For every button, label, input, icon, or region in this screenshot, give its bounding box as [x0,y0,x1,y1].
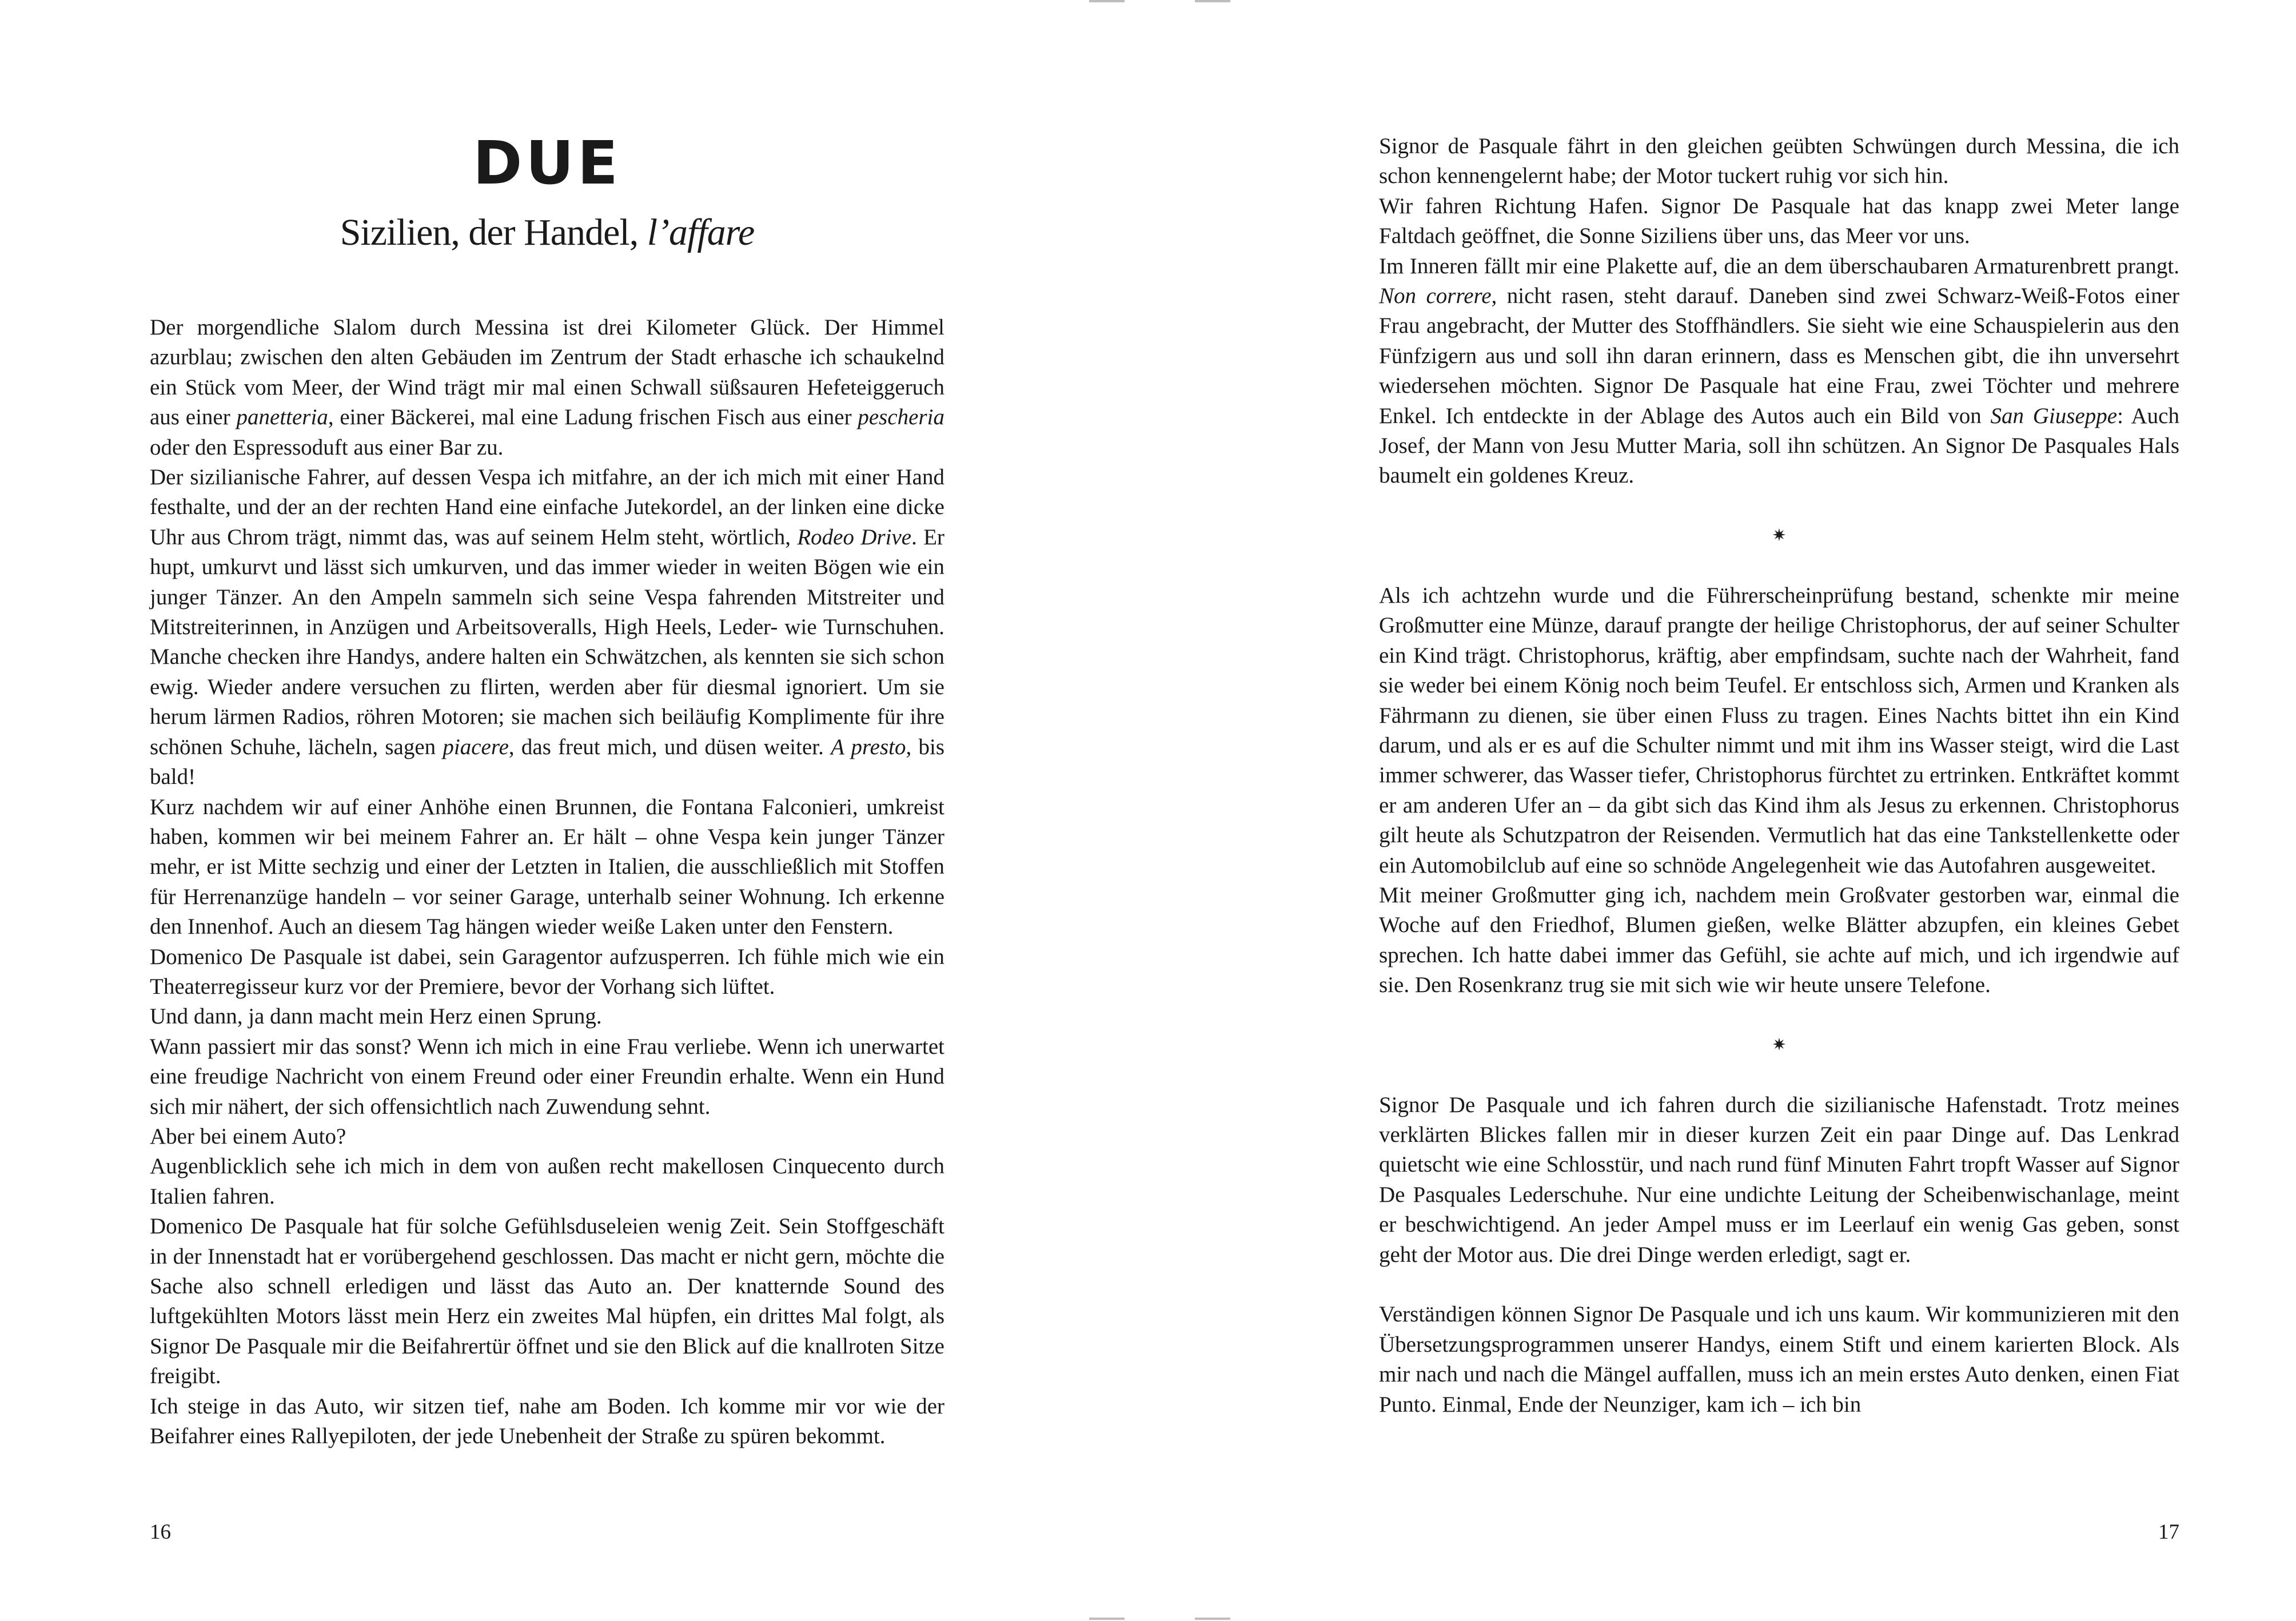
right-body-text [1379,132,2179,1420]
italic-run: Rodeo Drive [797,524,912,549]
text-run: nicht rasen, steht darauf. Daneben sind zwei Schwarz-Weiß-Fotos einer Frau angebracht, der Mutter des Stoffhändlers. Sie sieht wie eine Schauspielerin aus den Fünfzigern aus und soll ihn daran erinnern, dass es Menschen gibt, die ihn unversehrt wiedersehen möchten. Signor De Pasquale hat eine Frau, zwei Töchter und mehrere Enkel. Ich entdeckte in der Ablage des Autos auch ein Bild von [1379,284,2179,428]
text-run: , einer Bäckerei, mal eine Ladung frischen Fisch aus einer [328,405,858,430]
chapter-subtitle-italic: l’affare [647,212,755,253]
paragraph: Ich steige in das Auto, wir sitzen tief, nahe am Boden. Ich komme mir vor wie der Beifahrer eines Rallyepiloten, der jede Unebenheit der Straße zu spüren bekommt. [150,1393,944,1449]
section-separator [1379,1001,2179,1090]
crop-mark [1195,1618,1230,1620]
text-run: oder den Espressoduft aus einer Bar zu. [150,435,504,460]
italic-run: San Giuseppe [1990,403,2118,428]
text-run: . Er hupt, umkurvt und lässt sich umkurven, und das immer wieder in weiten Bögen wie ein junger Tänzer. An den Ampeln sammeln sich seine Vespa fahrenden Mitstreiter und Mitstreiterinnen, in Anzügen und Arbeitsoveralls, High Heels, Leder- wie Turnschuhen. Manche checken ihre Handys, andere halten ein Schwätzchen, als kennten sie sich schon ewig. Wieder andere versuchen zu flirten, werden aber für diesmal ignoriert. Um sie herum lärmen Radios, röhren Motoren; sie machen sich beiläufig Komplimente für ihre schönen Schuhe, lächeln, sagen [150,524,945,759]
text-run: Der sizilianische Fahrer, auf dessen Vespa ich mitfahre, an der ich mich mit einer Hand festhalte, und der an der rechten Hand eine einfache Jutekordel, an der linken eine dicke Uhr aus Chrom trägt, nimmt das, was auf seinem Helm steht, wörtlich, [150,465,944,549]
right-page [1379,0,2179,1621]
paragraph: Wir fahren Richtung Hafen. Signor De Pasquale hat das knapp zwei Meter lange Faltdach geöffnet, die Sonne Siziliens über uns, das Meer vor uns. [1379,193,2179,249]
paragraph: Verständigen können Signor De Pasquale und ich uns kaum. Wir kommunizieren mit den Übersetzungsprogrammen unserer Handys, einem Stift und einem karierten Block. Als mir nach und nach die Mängel auffallen, muss ich an mein erstes Auto denken, einen Fiat Punto. Einmal, Ende der Neunziger, kam ich – ich bin [1379,1302,2179,1417]
italic-run: panetteria [236,405,328,430]
asterisk-ornament-icon: ✷ [1772,525,1787,546]
text-run: , das freut mich, und düsen weiter. [508,734,831,759]
text-run: : Auch Josef, der Mann von Jesu Mutter Maria, soll ihn schützen. An Signor De Pasquales Hals baumelt ein goldenes Kreuz. [1379,403,2179,488]
asterisk-ornament-icon: ✷ [1772,1034,1787,1055]
paragraph: Aber bei einem Auto? [150,1124,346,1149]
text-run: bis bald! [150,734,945,790]
paragraph: Signor De Pasquale und ich fahren durch die sizilianische Hafenstadt. Trotz meines verklärten Blickes fallen mir in dieser kurzen Zeit ein paar Dinge auf. Das Lenkrad quietscht wie eine Schlosstür, und nach rund fünf Minuten Fahrt tropft Wasser auf Signor De Pasquales Lederschuhe. Nur eine undichte Leitung der Scheibenwischanlage, meint er beschwichtigend. An jeder Ampel muss er im Leerlauf ein wenig Gas geben, sonst geht der Motor aus. Die drei Dinge werden erledigt, sagt er. [1379,1092,2179,1267]
italic-run: Non correre, [1379,284,1497,309]
chapter-subtitle-text: Sizilien, der Handel, [340,212,647,253]
text-run: Der morgendliche Slalom durch Messina ist drei Kilometer Glück. Der Himmel azurblau; zwischen den alten Gebäuden im Zentrum der Stadt erhasche ich schaukelnd ein Stück vom Meer, der Wind trägt mir mal einen Schwall süßsauren Hefeteiggeruch aus einer [150,315,944,430]
paragraph [150,463,944,792]
paragraph-gap [1379,1270,2179,1300]
italic-run: piacere [443,734,509,759]
paragraph: Domenico De Pasquale ist dabei, sein Garagentor aufzusperren. Ich fühle mich wie ein Theaterregisseur kurz vor der Premiere, bevor der Vorhang sich lüftet. [150,944,944,999]
text-run: Im Inneren fällt mir eine Plakette auf, die an dem überschaubaren Armaturenbrett prangt. [1379,253,2179,278]
paragraph: Domenico De Pasquale hat für solche Gefühlsduseleien wenig Zeit. Sein Stoffgeschäft in der Innenstadt hat er vorübergehend geschlossen. Das macht er nicht gern, möchte die Sache also schnell erledigen und lässt das Auto an. Der knatternde Sound des luftgekühlten Motors lässt mein Herz ein zweites Mal hüpfen, ein drittes Mal folgt, als Signor De Pasquale mir die Beifahrertür öffnet und sie den Blick auf die knallroten Sitze freigibt. [150,1214,944,1389]
left-page [150,0,944,1621]
paragraph: Augenblicklich sehe ich mich in dem von außen recht makellosen Cinquecento durch Italien fahren. [150,1154,944,1209]
crop-mark [1089,0,1125,2]
section-separator [1379,491,2179,581]
paragraph: Signor de Pasquale fährt in den gleichen geübten Schwüngen durch Messina, die ich schon kennengelernt habe; der Motor tuckert ruhig vor sich hin. [1379,134,2179,189]
italic-run: pescheria [858,405,944,430]
crop-mark [1089,1618,1125,1620]
page-number: 17 [2158,1520,2179,1544]
page-number: 16 [150,1520,171,1544]
chapter-number: DUE [473,128,621,198]
crop-mark [1195,0,1230,2]
paragraph: Kurz nachdem wir auf einer Anhöhe einen Brunnen, die Fontana Falconieri, umkreist haben, kommen wir bei meinem Fahrer an. Er hält – ohne Vespa kein junger Tänzer mehr, er ist Mitte sechzig und einer der Letzten in Italien, die ausschließlich mit Stoffen für Herrenanzüge handeln – vor seiner Garage, unterhalb seiner Wohnung. Ich erkenne den Innenhof. Auch an diesem Tag hängen wieder weiße Laken unter den Fenstern. [150,794,944,939]
left-body-text [150,313,944,1451]
chapter-subtitle [150,207,944,258]
paragraph: Wann passiert mir das sonst? Wenn ich mich in eine Frau verliebe. Wenn ich unerwartet eine freudige Nachricht von einem Freund oder einer Freundin erhalte. Wenn ein Hund sich mir nähert, der sich offensichtlich nach Zuwendung sehnt. [150,1034,944,1119]
paragraph: Als ich achtzehn wurde und die Führerscheinprüfung bestand, schenkte mir meine Großmutter eine Münze, darauf prangte der heilige Christophorus, der auf seiner Schulter ein Kind trägt. Christophorus, kräftig, aber empfindsam, suchte nach der Wahrheit, fand sie weder bei einem König noch beim Teufel. Er entschloss sich, Armen und Kranken als Fährmann zu dienen, sie über einen Fluss zu tragen. Eines Nachts bittet ihn ein Kind darum, und als er es auf die Schulter nimmt und mit ihm ins Wasser steigt, wird die Last immer schwerer, das Wasser tiefer, Christophorus fürchtet zu ertrinken. Entkräftet kommt er am anderen Ufer an – da gibt sich das Kind ihm als Jesus zu erkennen. Christophorus gilt heute als Schutzpatron der Reisenden. Vermutlich hat das eine Tankstellenkette oder ein Automobilclub auf eine so schnöde Angelegenheit wie das Autofahren ausgeweitet. [1379,583,2179,878]
paragraph [1379,252,2179,491]
paragraph: Mit meiner Großmutter ging ich, nachdem mein Großvater gestorben war, einmal die Woche auf den Friedhof, Blumen gießen, welke Blätter abzupfen, ein kleines Gebet sprechen. Ich hatte dabei immer das Gefühl, sie achte auf mich, und ich irgendwie auf sie. Den Rosenkranz trug sie mit sich wie wir heute unsere Telefone. [1379,882,2179,998]
paragraph [150,313,944,463]
paragraph: Und dann, ja dann macht mein Herz einen Sprung. [150,1004,602,1029]
italic-run: A presto, [831,734,912,759]
